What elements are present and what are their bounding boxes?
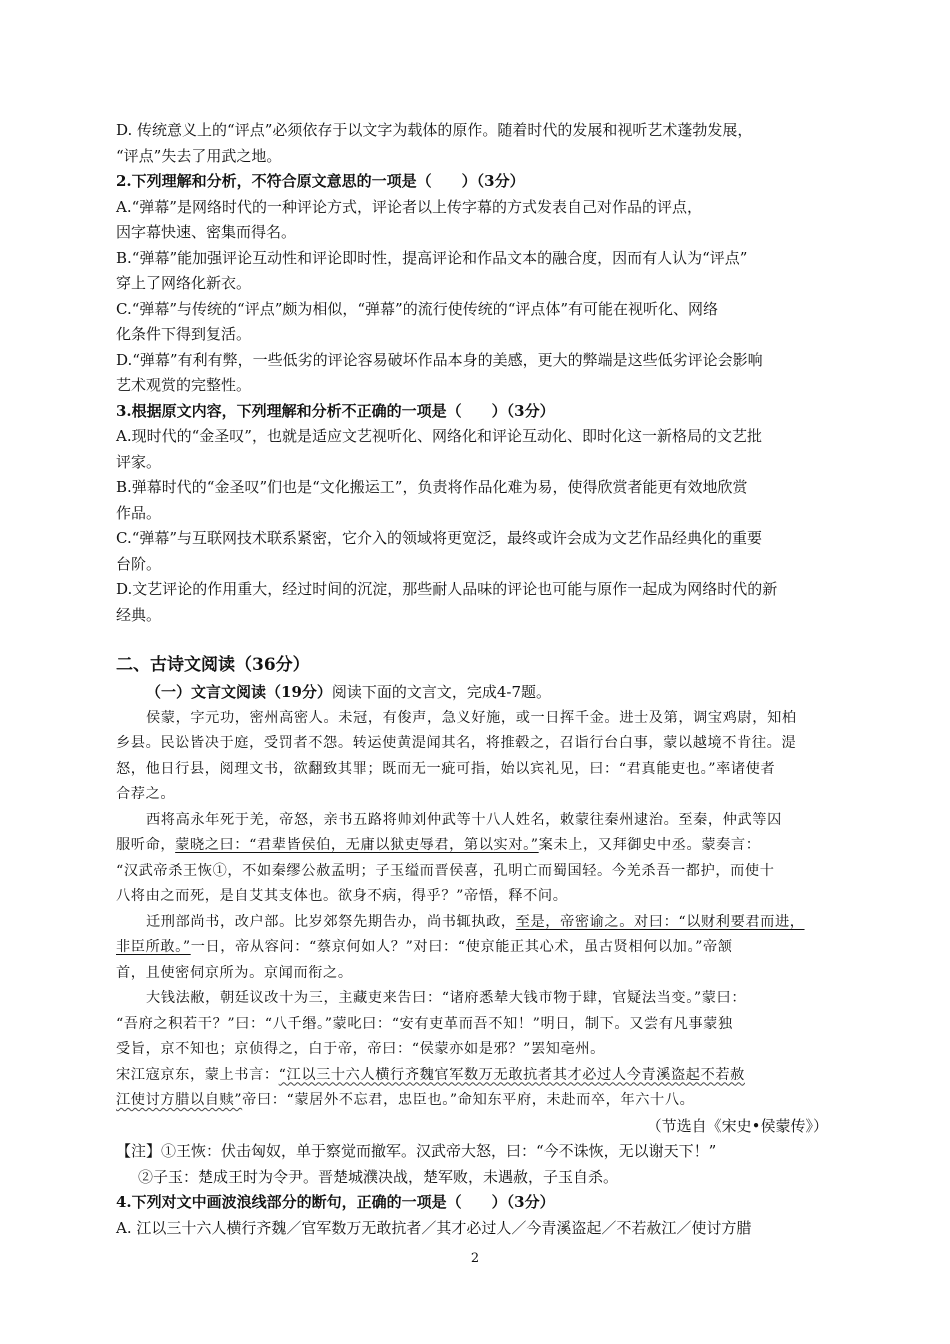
q4-option-a: A. 江以三十六人横行齐魏／官军数万无敢抗者／其才必过人／今青溪盗起／不若赦江／使讨方腊 [116, 1218, 752, 1237]
passage-p2-line1: 西将高永年死于羌，帝怒，亲书五路将帅刘仲武等十八人姓名，敕蒙往秦州逮治。至秦，仲武等囚 [146, 811, 782, 828]
passage-p1-line3: 怒，他日行县，阅理文书，欲翻致其罪；既而无一疵可指，始以宾礼见，曰：“君真能吏也。”率诸使者 [116, 760, 776, 777]
q1-option-d-line1: D. 传统意义上的“评点”必须依存于以文字为载体的原作。随着时代的发展和视听艺术蓬勃发展， [116, 121, 753, 139]
q3-option-a-line2: 评家。 [116, 452, 162, 471]
passage-p4-line1: 大钱法敝，朝廷议改十为三，主藏吏来告曰：“诸府悉辇大钱市物于肆，官疑法当变。”蒙曰： [146, 990, 747, 1006]
q3-stem: 3.根据原文内容，下列理解和分析不正确的一项是（ ）（3分） [116, 401, 555, 420]
q2-option-a-line2: 因字幕快速、密集而得名。 [116, 223, 297, 241]
underlined-sentence-2a: 至是，帝密谕之。对曰：“以财利要君而进， [515, 913, 805, 930]
passage-p5-line1 [116, 1063, 840, 1089]
subtitle-bold: （一）文言文阅读（19分） [146, 683, 332, 701]
q4-stem: 4.下列对文中画波浪线部分的断句，正确的一项是（ ）（3分） [116, 1193, 555, 1211]
passage-p1-line2: 乡县。民讼皆决于庭，受罚者不怨。转运使黄湜闻其名，将推毂之，召诣行台白事，蒙以越境不肯往。湜 [116, 735, 797, 751]
note-1: 【注】①王恢：伏击匈奴，单于察觉而撤军。汉武帝大怒，曰：“今不诛恢，无以谢天下！” [116, 1142, 717, 1160]
q3-option-d-line1: D.文艺评论的作用重大，经过时间的沉淀，那些耐人品味的评论也可能与原作一起成为网络时代的新 [116, 580, 778, 598]
q3-option-c-line2: 台阶。 [116, 554, 162, 573]
passage-source: （节选自《宋史•侯蒙传》） [646, 1116, 828, 1135]
q2-stem: 2.下列理解和分析，不符合原文意思的一项是（ ）（3分） [116, 172, 525, 190]
passage-p3-line3: 首，且使密伺京所为。京闻而衔之。 [116, 964, 353, 981]
text-span: 一日，帝从容问：“蔡京何如人？”对曰：“使京能正其心术，虽古贤相何以加。”帝颔 [190, 939, 733, 955]
passage-p1-line4: 合荐之。 [116, 786, 176, 802]
passage-p2-line2 [116, 833, 840, 859]
q2-option-d-line1: D.“弹幕”有利有弊，一些低劣的评论容易破坏作品本身的美感，更大的弊端是这些低劣评论会影响 [116, 350, 763, 369]
wavy-underlined-text-1: “江以三十六人横行齐魏官军数万无敢抗者其才必过人今青溪盗起不若赦 [278, 1066, 745, 1083]
page-content [116, 118, 840, 1241]
passage-p4-line2: “吾府之积若干？”曰：“八千缗。”蒙叱曰：“安有吏革而吾不知！”明日，制下。又尝有凡事蒙独 [116, 1015, 733, 1032]
passage-p5-line2 [116, 1088, 840, 1114]
text-span: 迁刑部尚书，改户部。比岁郊祭先期告办，尚书辄执政， [146, 913, 516, 930]
passage-p1-line1: 侯蒙，字元功，密州高密人。未冠，有俊声，急义好施，或一日挥千金。进士及第，调宝鸡尉，知柏 [146, 709, 797, 726]
q3-option-c-line1: C.“弹幕”与互联网技术联系紧密，它介入的领域将更宽泛，最终或许会成为文艺作品经典化的重要 [116, 529, 763, 547]
q2-option-d-line2: 艺术观赏的完整性。 [116, 376, 252, 394]
q1-option-d-line2: “评点”失去了用武之地。 [116, 146, 282, 165]
page-number: 2 [470, 1251, 480, 1266]
q2-option-c-line2: 化条件下得到复活。 [116, 325, 252, 343]
subtitle-rest: 阅读下面的文言文，完成4-7题。 [331, 683, 552, 701]
underlined-sentence-1: 蒙晓之曰：“君辈皆侯伯，无庸以狱吏辱君，第以实对。” [175, 837, 539, 853]
passage-p4-line3: 受旨，京不知也；京侦得之，白于帝，帝曰：“侯蒙亦如是邪？”罢知亳州。 [116, 1041, 605, 1057]
q3-option-b-line2: 作品。 [116, 503, 162, 522]
section-2-subtitle [116, 680, 840, 706]
text-span: 案未上，又拜御史中丞。蒙奏言： [538, 837, 761, 853]
passage-p2-line3: “汉武帝杀王恢①，不如秦缪公赦孟明；子玉缢而晋侯喜，孔明亡而蜀国轻。今羌杀吾一都护，而使十 [116, 862, 775, 879]
q2-option-b-line2: 穿上了网络化新衣。 [116, 274, 252, 292]
text-span: 宋江寇京东，蒙上书言： [116, 1066, 279, 1083]
text-span: 帝曰：“蒙居外不忘君，忠臣也。”命知东平府，未赴而卒，年六十八。 [242, 1092, 695, 1108]
wavy-underlined-text-2: 江使讨方腊以自赎” [116, 1092, 243, 1108]
passage-p3-line2 [116, 935, 840, 961]
passage-p3-line1 [116, 910, 840, 936]
underlined-sentence-2b: 非臣所敢。” [116, 939, 191, 955]
passage-p2-line4: 八将由之而死，是自艾其支体也。欲身不病，得乎？”帝悟，释不问。 [116, 888, 568, 904]
note-2: ②子玉：楚成王时为令尹。晋楚城濮决战，楚军败，未遇赦，子玉自杀。 [138, 1167, 619, 1186]
section-2-title: 二、古诗文阅读（36分） [116, 655, 310, 675]
q3-option-a-line1: A.现时代的“金圣叹”，也就是适应文艺视听化、网络化和评论互动化、即时化这一新格局的文艺批 [116, 427, 762, 445]
text-span: 服听命， [116, 837, 176, 853]
q2-option-a-line1: A.“弹幕”是网络时代的一种评论方式，评论者以上传字幕的方式发表自己对作品的评点， [116, 197, 702, 216]
q3-option-d-line2: 经典。 [116, 605, 162, 624]
q3-option-b-line1: B.弹幕时代的“金圣叹”们也是“文化搬运工”，负责将作品化难为易，使得欣赏者能更有效地欣赏 [116, 478, 748, 496]
q2-option-b-line1: B.“弹幕”能加强评论互动性和评论即时性，提高评论和作品文本的融合度，因而有人认为“评点” [116, 248, 748, 267]
q2-option-c-line1: C.“弹幕”与传统的“评点”颇为相似，“弹幕”的流行使传统的“评点体”有可能在视听化、网络 [116, 299, 719, 318]
